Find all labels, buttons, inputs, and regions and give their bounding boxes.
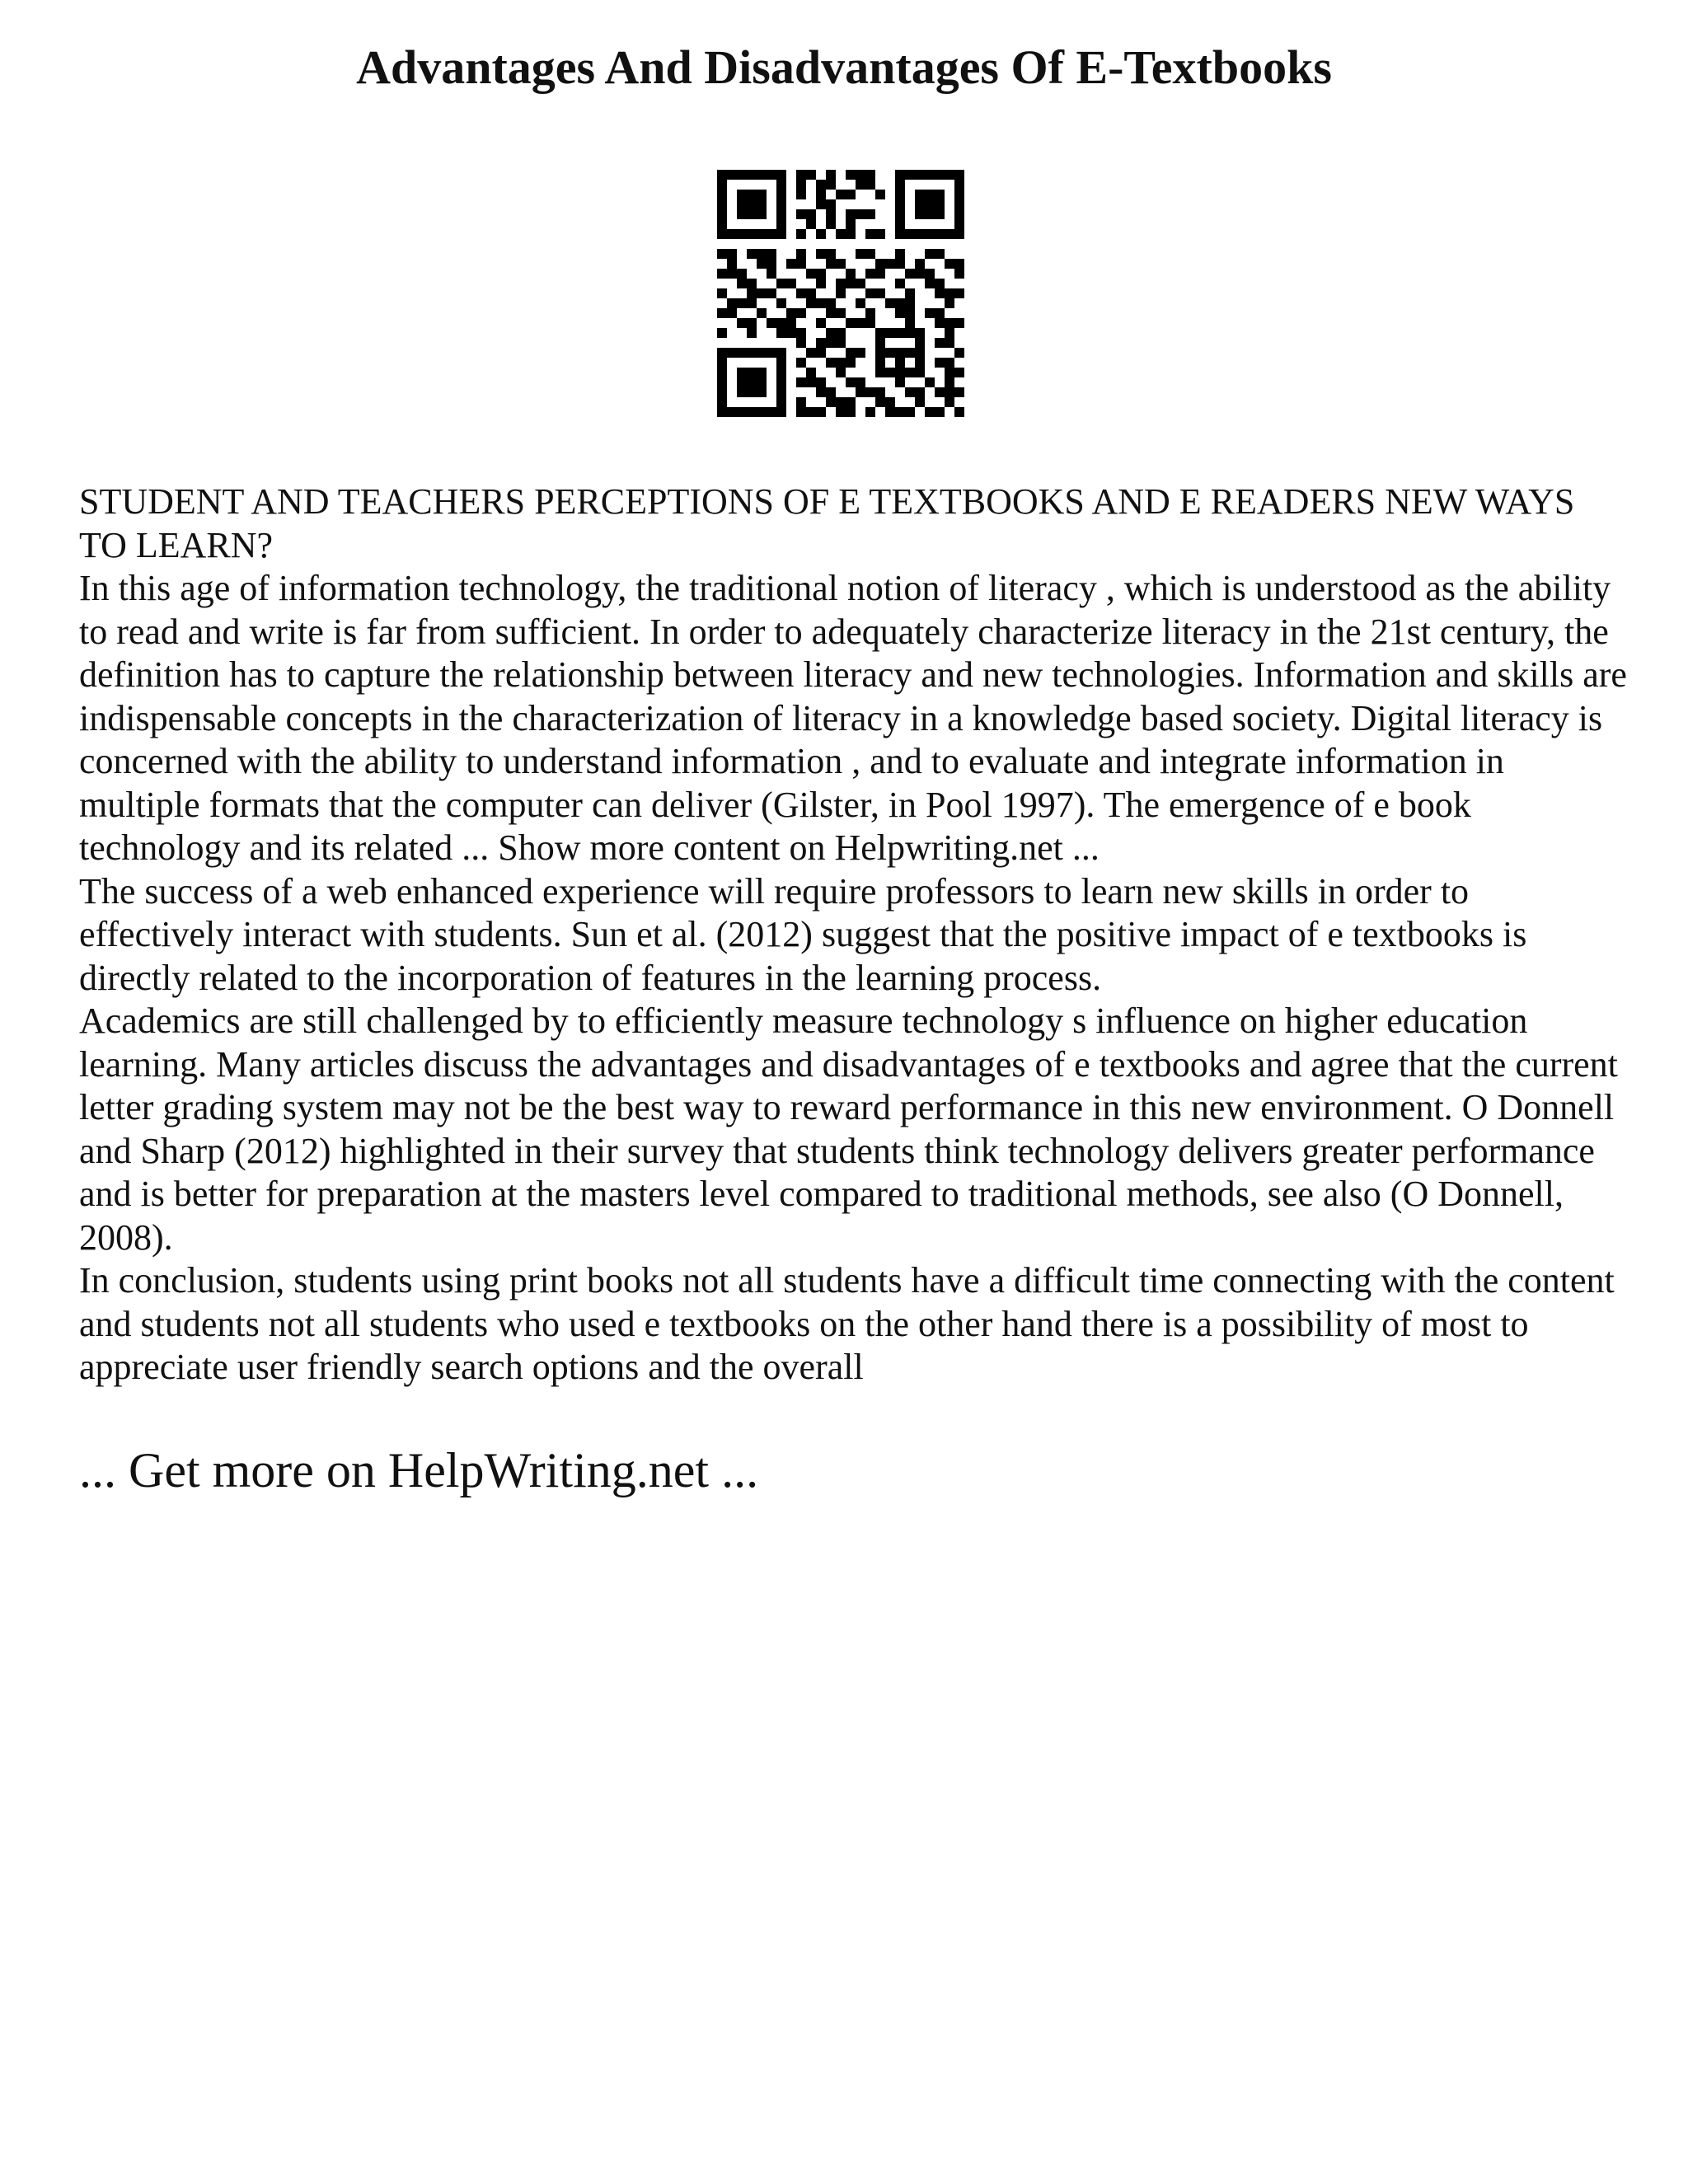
qr-code-icon	[717, 170, 964, 417]
section-heading: STUDENT AND TEACHERS PERCEPTIONS OF E TEXTBOOKS AND E READERS NEW WAYS TO LEARN?	[79, 481, 1575, 565]
paragraph: In this age of information technology, the traditional notion of literacy , which is understood as the ability to read and write is far from sufficient. In order to adequately characterize literacy in the 21st century, the definition has to capture the relationship between literacy and new technologies. Information and skills are indispensable concepts in the characterization of literacy in a knowledge based society. Digital literacy is concerned with the ability to understand information , and to evaluate and integrate information in multiple formats that the computer can deliver (Gilster, in Pool 1997). The emergence of e book technology and its related ... Show more content on Helpwriting.net ...	[79, 568, 1627, 868]
paragraph: The success of a web enhanced experience will require professors to learn new skills in order to effectively interact with students. Sun et al. (2012) suggest that the positive impact of e textbooks is directly related to the incorporation of features in the learning process.	[79, 870, 1527, 998]
paragraph: Academics are still challenged by to efficiently measure technology s influence on higher education learning. Many articles discuss the advantages and disadvantages of e textbooks and agree that the current letter grading system may not be the best way to reward performance in this new environment. O Donnell and Sharp (2012) highlighted in their survey that students think technology delivers greater performance and is better for preparation at the masters level compared to traditional methods, see also (O Donnell, 2008).	[79, 1001, 1618, 1258]
get-more-link[interactable]: ... Get more on HelpWriting.net ...	[79, 1443, 759, 1497]
document-body	[79, 480, 1629, 1390]
paragraph: In conclusion, students using print books not all students have a difficult time connecting with the content and students not all students who used e textbooks on the other hand there is a possibility of most to appreciate user friendly search options and the overall	[79, 1260, 1615, 1387]
document-title: Advantages And Disadvantages Of E-Textbooks	[356, 40, 1332, 94]
